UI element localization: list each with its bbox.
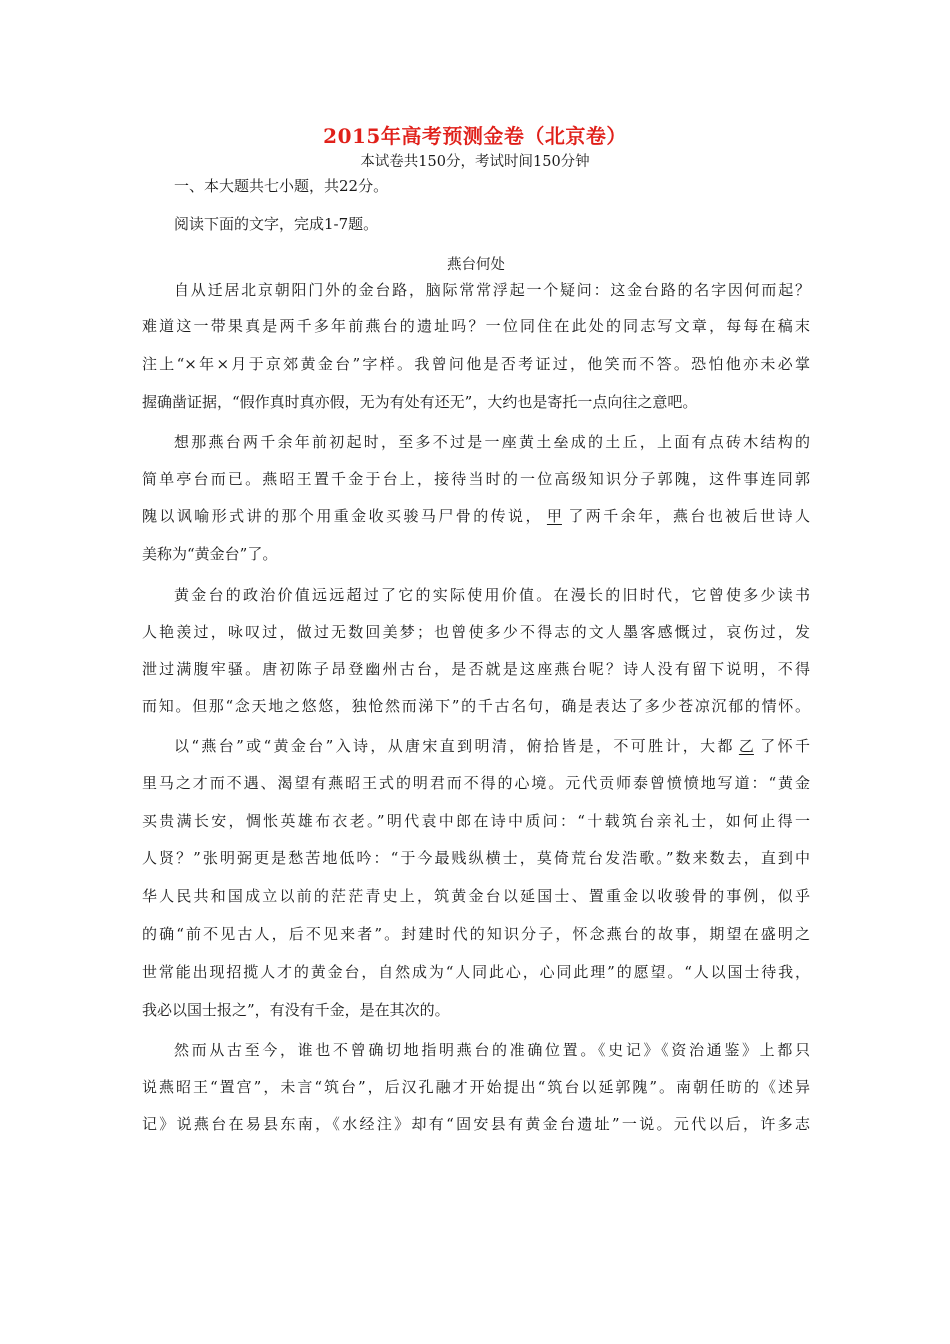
exam-title: 2015年高考预测金卷（北京卷） xyxy=(323,124,627,148)
passage-line: 难道这一带果真是两千多年前燕台的遗址吗？一位同住在此处的同志写文章，每每在稿末 xyxy=(142,317,810,335)
passage-text: 了两千余年，燕台也被后世诗人 xyxy=(565,507,810,525)
passage-line xyxy=(174,736,810,756)
passage-line: 简单亭台而已。燕昭王置千金于台上，接待当时的一位高级知识分子郭隗，这件事连同郭 xyxy=(142,470,810,488)
fill-blank-a: 甲 xyxy=(546,507,562,525)
passage-line: 注上“×年×月于京郊黄金台”字样。我曾问他是否考证过，他笑而不答。恐怕他亦未必掌 xyxy=(142,355,810,373)
passage-line xyxy=(142,506,810,526)
passage-line: 说燕昭王“置宫”，未言“筑台”，后汉孔融才开始提出“筑台以延郭隗”。南朝任昉的《述异 xyxy=(142,1078,810,1096)
passage-line: 我必以国士报之”，有没有千金，是在其次的。 xyxy=(142,1001,450,1019)
passage-line: 然而从古至今，谁也不曾确切地指明燕台的准确位置。《史记》《资治通鉴》上都只 xyxy=(174,1041,810,1059)
passage-line: 的确“前不见古人，后不见来者”。封建时代的知识分子，怀念燕台的故事，期望在盛明之 xyxy=(142,925,810,943)
passage-line: 买贵满长安，惆怅英雄布衣老。”明代袁中郎在诗中质问：“十载筑台亲礼士，如何止得一 xyxy=(142,812,810,830)
section-heading: 一、本大题共七小题，共22分。 xyxy=(174,177,389,195)
passage-line: 而知。但那“念天地之悠悠，独怆然而涕下”的千古名句，确是表达了多少苍凉沉郁的情怀。 xyxy=(142,697,810,715)
passage-text: 以“燕台”或“黄金台”入诗，从唐宋直到明清，俯拾皆是，不可胜计，大都 xyxy=(174,737,735,755)
passage-text: 隗以讽喻形式讲的那个用重金收买骏马尸骨的传说， xyxy=(142,507,543,525)
passage-line: 人艳羡过，咏叹过，做过无数回美梦；也曾使多少不得志的文人墨客感慨过，哀伤过，发 xyxy=(142,623,810,641)
passage-line: 里马之才而不遇、渴望有燕昭王式的明君而不得的心境。元代贡师泰曾愤愤地写道：“黄金 xyxy=(142,774,810,792)
passage-line: 握确凿证据，“假作真时真亦假，无为有处有还无”，大约也是寄托一点向往之意吧。 xyxy=(142,393,698,411)
passage-line: 泄过满腹牢骚。唐初陈子昂登幽州古台，是否就是这座燕台呢？诗人没有留下说明，不得 xyxy=(142,660,810,678)
passage-line: 人贤？”张明弼更是愁苦地低吟：“于今最贱纵横士，莫倚荒台发浩歌。”数来数去，直到中 xyxy=(142,849,810,867)
passage-line: 美称为“黄金台”了。 xyxy=(142,545,278,563)
passage-line: 世常能出现招揽人才的黄金台，自然成为“人同此心，心同此理”的愿望。“人以国士待我， xyxy=(142,963,810,981)
fill-blank-b: 乙 xyxy=(738,737,754,755)
passage-line: 华人民共和国成立以前的茫茫青史上，筑黄金台以延国士、置重金以收骏骨的事例，似乎 xyxy=(142,887,810,905)
passage-line: 自从迁居北京朝阳门外的金台路，脑际常常浮起一个疑问：这金台路的名字因何而起？ xyxy=(174,281,810,299)
passage-line: 黄金台的政治价值远远超过了它的实际使用价值。在漫长的旧时代，它曾使多少读书 xyxy=(174,586,810,604)
passage-line: 记》说燕台在易县东南，《水经注》却有“固安县有黄金台遗址”一说。元代以后，许多志 xyxy=(142,1115,810,1133)
passage-title: 燕台何处 xyxy=(447,257,505,273)
reading-instruction: 阅读下面的文字，完成1-7题。 xyxy=(174,215,379,233)
exam-subtitle: 本试卷共150分，考试时间150分钟 xyxy=(360,154,590,170)
passage-text: 了怀千 xyxy=(757,737,810,755)
passage-line: 想那燕台两千余年前初起时，至多不过是一座黄土垒成的土丘，上面有点砖木结构的 xyxy=(174,433,810,451)
